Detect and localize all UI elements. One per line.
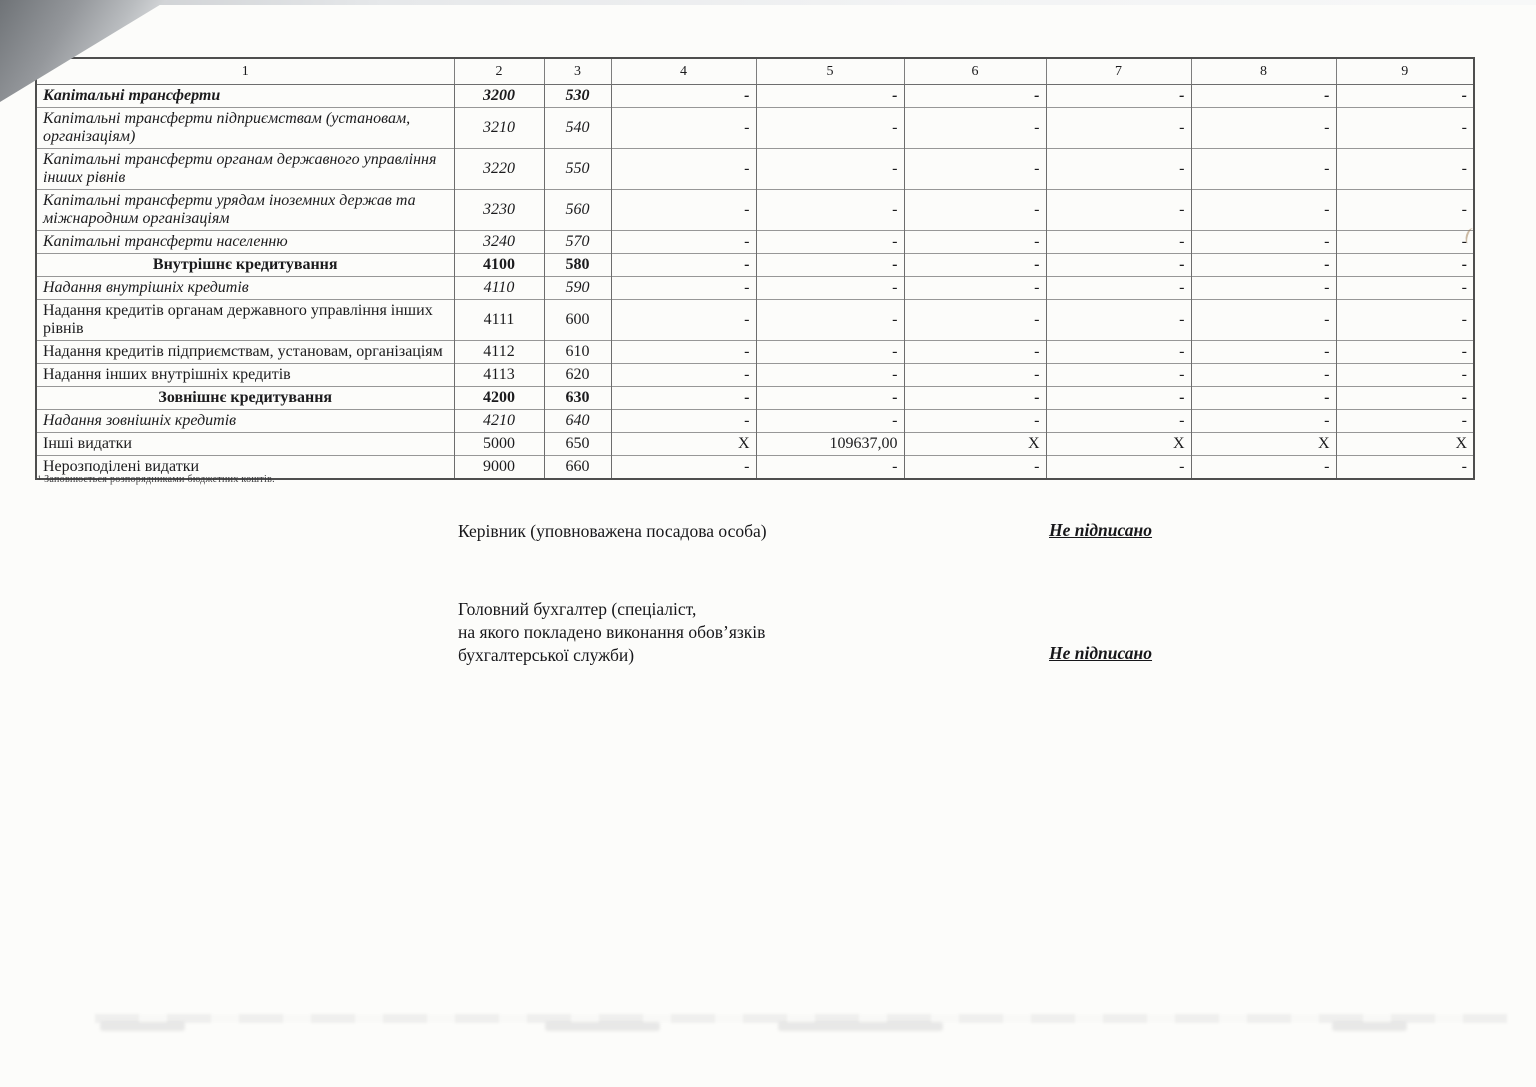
table-row	[36, 108, 1474, 149]
value-cell: -	[1336, 85, 1474, 108]
table-row	[36, 300, 1474, 341]
row-label: Надання кредитів органам державного управління інших рівнів	[36, 300, 454, 341]
line-number-cell: 650	[544, 433, 611, 456]
value-cell: 109637,00	[756, 433, 904, 456]
value-cell: -	[1046, 254, 1191, 277]
signature-title-chief-accountant	[458, 598, 765, 667]
value-cell: -	[611, 254, 756, 277]
value-cell: X	[1336, 433, 1474, 456]
row-label: Капітальні трансферти населенню	[36, 231, 454, 254]
value-cell: -	[611, 149, 756, 190]
code-cell: 3220	[454, 149, 544, 190]
value-cell: -	[1336, 456, 1474, 480]
signature-status-director: Не підписано	[1049, 520, 1153, 540]
value-cell: -	[1191, 149, 1336, 190]
line-number-cell: 560	[544, 190, 611, 231]
code-cell: 3230	[454, 190, 544, 231]
table-row	[36, 85, 1474, 108]
line-number-cell: 610	[544, 341, 611, 364]
value-cell: -	[756, 231, 904, 254]
value-cell: -	[1336, 149, 1474, 190]
line-number-cell: 540	[544, 108, 611, 149]
value-cell: -	[1046, 149, 1191, 190]
table-row	[36, 341, 1474, 364]
value-cell: X	[1046, 433, 1191, 456]
table-row	[36, 364, 1474, 387]
value-cell: -	[1336, 190, 1474, 231]
budget-table	[35, 57, 1475, 480]
row-label: Капітальні трансферти органам державного управління інших рівнів	[36, 149, 454, 190]
value-cell: -	[756, 387, 904, 410]
value-cell: X	[904, 433, 1046, 456]
value-cell: -	[1046, 85, 1191, 108]
code-cell: 4113	[454, 364, 544, 387]
value-cell: -	[611, 341, 756, 364]
value-cell: -	[1191, 85, 1336, 108]
row-label: Капітальні трансферти підприємствам (установам, організаціям)	[36, 108, 454, 149]
value-cell: -	[1191, 456, 1336, 480]
value-cell: -	[1191, 254, 1336, 277]
table-row	[36, 190, 1474, 231]
code-cell: 5000	[454, 433, 544, 456]
value-cell: -	[611, 387, 756, 410]
column-number-header-row	[36, 58, 1474, 85]
row-label: Внутрішнє кредитування	[36, 254, 454, 277]
value-cell: -	[1336, 387, 1474, 410]
line-number-cell: 590	[544, 277, 611, 300]
row-label: Нерозподілені видатки	[36, 456, 454, 480]
value-cell: -	[1336, 300, 1474, 341]
value-cell: -	[1191, 231, 1336, 254]
value-cell: -	[611, 277, 756, 300]
value-cell: -	[1191, 300, 1336, 341]
scan-page-edge	[0, 0, 1536, 5]
value-cell: -	[756, 149, 904, 190]
column-number-header: 9	[1336, 58, 1474, 85]
line-number-cell: 550	[544, 149, 611, 190]
value-cell: -	[904, 231, 1046, 254]
table-row	[36, 387, 1474, 410]
column-number-header: 7	[1046, 58, 1191, 85]
value-cell: -	[904, 387, 1046, 410]
value-cell: -	[756, 85, 904, 108]
value-cell: -	[904, 456, 1046, 480]
code-cell: 3210	[454, 108, 544, 149]
row-label: Надання кредитів підприємствам, установам, організаціям	[36, 341, 454, 364]
value-cell: -	[1046, 277, 1191, 300]
value-cell: -	[1046, 341, 1191, 364]
table-row	[36, 149, 1474, 190]
value-cell: -	[904, 277, 1046, 300]
signature-title-line: на якого покладено виконання обов’язків	[458, 622, 766, 642]
value-cell: -	[1046, 300, 1191, 341]
value-cell: -	[611, 456, 756, 480]
value-cell: -	[611, 364, 756, 387]
value-cell: -	[611, 410, 756, 433]
value-cell: -	[1046, 108, 1191, 149]
value-cell: -	[611, 190, 756, 231]
value-cell: -	[1191, 277, 1336, 300]
line-number-cell: 570	[544, 231, 611, 254]
value-cell: -	[756, 364, 904, 387]
value-cell: -	[1191, 364, 1336, 387]
value-cell: -	[756, 277, 904, 300]
value-cell: -	[904, 85, 1046, 108]
line-number-cell: 660	[544, 456, 611, 480]
table-row	[36, 231, 1474, 254]
signature-title-line: Головний бухгалтер (спеціаліст,	[458, 599, 697, 619]
line-number-cell: 580	[544, 254, 611, 277]
value-cell: -	[756, 190, 904, 231]
value-cell: -	[1046, 387, 1191, 410]
row-label: Надання інших внутрішніх кредитів	[36, 364, 454, 387]
column-number-header: 4	[611, 58, 756, 85]
value-cell: -	[1191, 341, 1336, 364]
value-cell: -	[756, 456, 904, 480]
value-cell: -	[611, 85, 756, 108]
value-cell: -	[904, 300, 1046, 341]
value-cell: -	[1336, 410, 1474, 433]
value-cell: -	[1046, 190, 1191, 231]
row-label: Надання зовнішніх кредитів	[36, 410, 454, 433]
line-number-cell: 630	[544, 387, 611, 410]
value-cell: -	[904, 149, 1046, 190]
value-cell: -	[904, 108, 1046, 149]
line-number-cell: 600	[544, 300, 611, 341]
column-number-header: 3	[544, 58, 611, 85]
column-number-header: 6	[904, 58, 1046, 85]
value-cell: -	[1336, 341, 1474, 364]
value-cell: -	[904, 341, 1046, 364]
signature-title-line: бухгалтерської служби)	[458, 645, 635, 665]
value-cell: -	[756, 108, 904, 149]
value-cell: X	[611, 433, 756, 456]
value-cell: -	[611, 231, 756, 254]
value-cell: -	[611, 300, 756, 341]
column-number-header: 1	[36, 58, 454, 85]
table-row	[36, 254, 1474, 277]
row-label: Зовнішнє кредитування	[36, 387, 454, 410]
signature-status-chief-accountant: Не підписано	[1049, 643, 1153, 663]
column-number-header: 5	[756, 58, 904, 85]
scan-bleed-through	[778, 1022, 943, 1031]
scan-bleed-through	[545, 1022, 660, 1031]
table-row	[36, 277, 1474, 300]
row-label: Капітальні трансферти урядам іноземних держав та міжнародним організаціям	[36, 190, 454, 231]
value-cell: -	[1046, 410, 1191, 433]
code-cell: 9000	[454, 456, 544, 480]
scan-bleed-through	[100, 1022, 185, 1031]
line-number-cell: 640	[544, 410, 611, 433]
column-number-header: 2	[454, 58, 544, 85]
table-row	[36, 433, 1474, 456]
value-cell: -	[1191, 387, 1336, 410]
value-cell: -	[904, 254, 1046, 277]
value-cell: -	[756, 254, 904, 277]
line-number-cell: 620	[544, 364, 611, 387]
signature-title-director: Керівник (уповноважена посадова особа)	[458, 521, 767, 541]
row-label: Інші видатки	[36, 433, 454, 456]
scan-bleed-through	[1332, 1022, 1407, 1031]
row-label: Надання внутрішніх кредитів	[36, 277, 454, 300]
table-row	[36, 410, 1474, 433]
code-cell: 3200	[454, 85, 544, 108]
value-cell: -	[756, 300, 904, 341]
value-cell: -	[1046, 364, 1191, 387]
row-label: Капітальні трансферти	[36, 85, 454, 108]
code-cell: 4110	[454, 277, 544, 300]
footnote: ¹ Заповнюється розпорядниками бюджетних коштів.	[38, 474, 275, 485]
code-cell: 4112	[454, 341, 544, 364]
value-cell: -	[1336, 364, 1474, 387]
code-cell: 4210	[454, 410, 544, 433]
value-cell: -	[904, 190, 1046, 231]
value-cell: -	[1336, 108, 1474, 149]
code-cell: 3240	[454, 231, 544, 254]
value-cell: -	[756, 410, 904, 433]
value-cell: -	[1191, 410, 1336, 433]
value-cell: -	[904, 410, 1046, 433]
value-cell: -	[1336, 254, 1474, 277]
value-cell: -	[904, 364, 1046, 387]
value-cell: -	[611, 108, 756, 149]
value-cell: X	[1191, 433, 1336, 456]
value-cell: -	[1336, 277, 1474, 300]
value-cell: -	[1046, 231, 1191, 254]
code-cell: 4111	[454, 300, 544, 341]
value-cell: -	[1046, 456, 1191, 480]
value-cell: -	[1191, 190, 1336, 231]
value-cell: -	[756, 341, 904, 364]
code-cell: 4100	[454, 254, 544, 277]
value-cell: -	[1336, 231, 1474, 254]
column-number-header: 8	[1191, 58, 1336, 85]
line-number-cell: 530	[544, 85, 611, 108]
code-cell: 4200	[454, 387, 544, 410]
value-cell: -	[1191, 108, 1336, 149]
